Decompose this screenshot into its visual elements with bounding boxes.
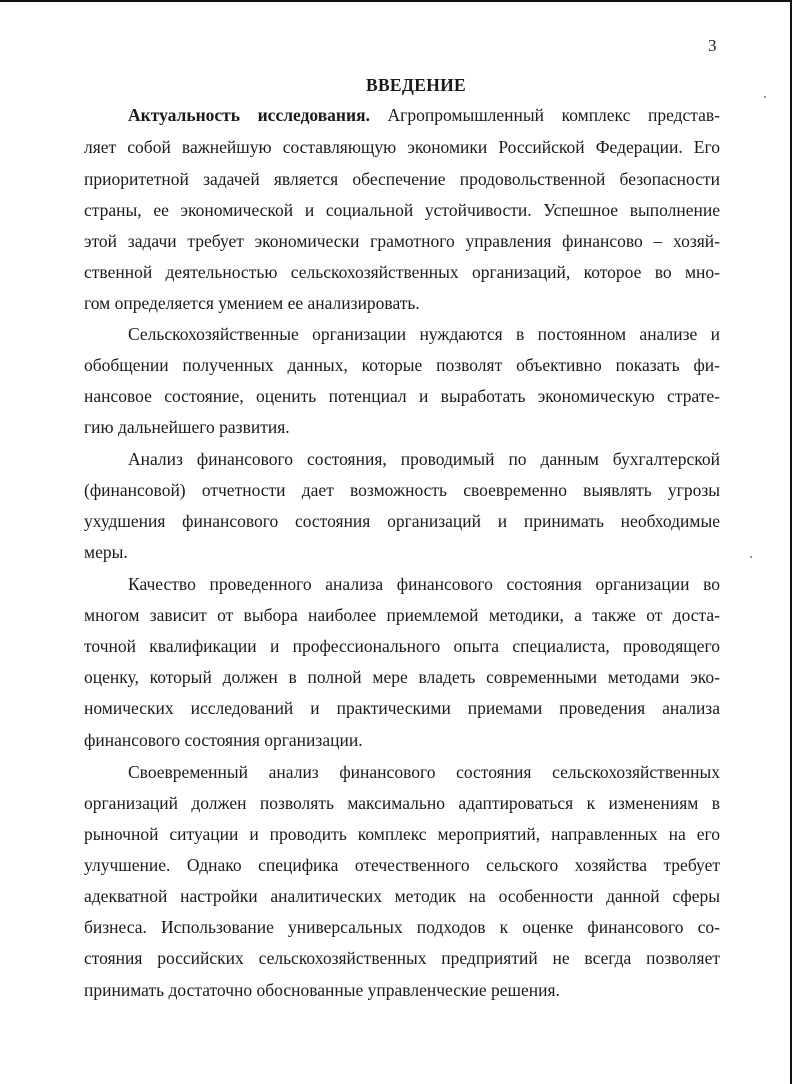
paragraph-line: принимать достаточно обоснованные управленческие решения. bbox=[84, 980, 560, 1000]
paragraph-line: финансового состояния организации. bbox=[84, 730, 363, 750]
paragraph-line: Сельскохозяйственные организации нуждаются в постоянном анализе и bbox=[128, 324, 720, 344]
paragraph-line: ляет собой важнейшую составляющую экономики Российской Федерации. Его bbox=[84, 137, 720, 157]
paragraph-line: Анализ финансового состояния, проводимый по данным бухгалтерской bbox=[128, 449, 720, 469]
page-title: ВВЕДЕНИЕ bbox=[365, 75, 467, 95]
paragraph-line: этой задачи требует экономически грамотного управления финансово – хозяй- bbox=[84, 231, 720, 251]
paragraph-line: номических исследований и практическими приемами проведения анализа bbox=[84, 698, 720, 718]
page-number: 3 bbox=[708, 36, 717, 55]
paragraph-line: Своевременный анализ финансового состояния сельскохозяйственных bbox=[128, 762, 720, 782]
paragraph-line: Качество проведенного анализа финансового состояния организации во bbox=[128, 574, 720, 594]
paragraph-line: адекватной настройки аналитических методик на особенности данной сферы bbox=[84, 886, 720, 906]
paragraph-line: гом определяется умением ее анализировать. bbox=[84, 293, 420, 313]
paragraph-line: меры. bbox=[84, 542, 128, 562]
paragraph-line: организаций должен позволять максимально адаптироваться к изменениям в bbox=[84, 793, 720, 813]
paragraph-line: стояния российских сельскохозяйственных предприятий не всегда позволяет bbox=[84, 948, 720, 968]
scan-border-top bbox=[0, 0, 792, 2]
scan-speck bbox=[764, 96, 766, 98]
paragraph-line: ственной деятельностью сельскохозяйственных организаций, которое во мно- bbox=[84, 262, 720, 282]
paragraph-line: гию дальнейшего развития. bbox=[84, 417, 290, 437]
paragraph-line: обобщении полученных данных, которые позволят объективно показать фи- bbox=[84, 355, 720, 375]
paragraph-1-line-1 bbox=[128, 104, 720, 126]
paragraph-line: нансовое состояние, оценить потенциал и выработать экономическую страте- bbox=[84, 386, 720, 406]
paragraph-line: ухудшения финансового состояния организаций и принимать необходимые bbox=[84, 511, 720, 531]
paragraph-line: (финансовой) отчетности дает возможность своевременно выявлять угрозы bbox=[84, 480, 720, 500]
lead-heading: Актуальность исследования. bbox=[128, 105, 370, 125]
paragraph-line: бизнеса. Использование универсальных подходов к оценке финансового со- bbox=[84, 917, 720, 937]
paragraph-line: приоритетной задачей является обеспечение продовольственной безопасности bbox=[84, 169, 720, 189]
paragraph-line: страны, ее экономической и социальной устойчивости. Успешное выполнение bbox=[84, 200, 720, 220]
paragraph-text: Агропромышленный комплекс представ- bbox=[369, 105, 720, 125]
scan-speck bbox=[750, 556, 752, 558]
paragraph-line: рыночной ситуации и проводить комплекс мероприятий, направленных на его bbox=[84, 824, 720, 844]
paragraph-line: улучшение. Однако специфика отечественного сельского хозяйства требует bbox=[84, 855, 720, 875]
paragraph-line: оценку, который должен в полной мере владеть современными методами эко- bbox=[84, 667, 720, 687]
paragraph-line: многом зависит от выбора наиболее приемлемой методики, а также от доста- bbox=[84, 605, 720, 625]
paragraph-line: точной квалификации и профессионального опыта специалиста, проводящего bbox=[84, 636, 720, 656]
